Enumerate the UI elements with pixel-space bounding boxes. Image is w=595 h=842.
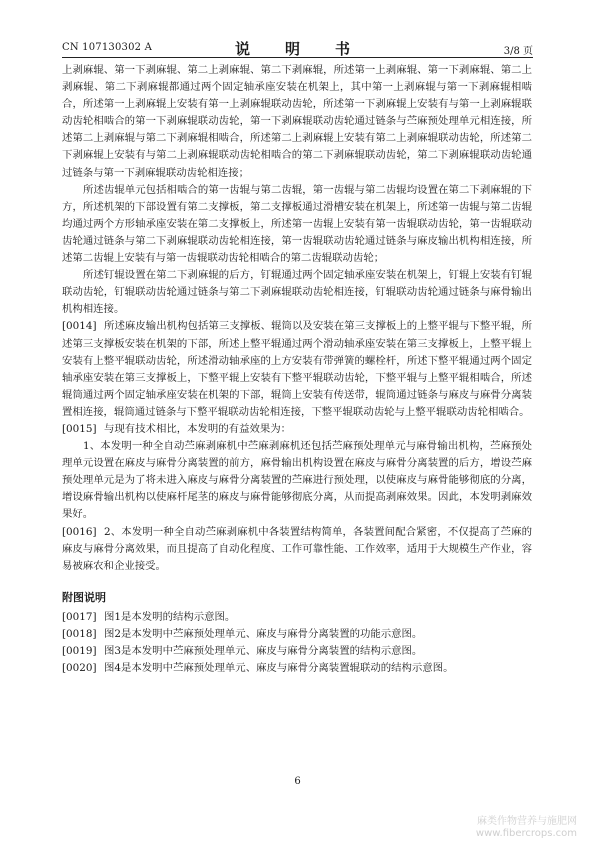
paragraph-tag: [0018] xyxy=(62,628,97,640)
paragraph-nail-roller: 所述钉辊设置在第二下剥麻辊的后方，钉辊通过两个固定轴承座安装在机架上，钉辊上安装有钉辊联动齿轮，钉辊联动齿轮通过链条与第二下剥麻辊联动齿轮相连接，钉辊联动齿轮通过链条与麻骨输出机构相连接。 xyxy=(62,269,532,316)
page-number: 6 xyxy=(294,776,301,787)
paragraph-tag: [0014] xyxy=(62,320,97,333)
paragraph-text: 所述麻皮输出机构包括第三支撑板、辊筒以及安装在第三支撑板上的上整平辊与下整平辊，所述第三支撑板安装在机架的下部，所述上整平辊通过两个滑动轴承座安装在第三支撑板上，上整平辊上安装有上整平辊联动齿轮，所述滑动轴承座的上方安装有带弹簧的螺栓杆，所述下整平辊通过两个固定轴承座安装在第三支撑板上，下整平辊上安装有下整平辊联动齿轮，下整平辊与上整平辊相啮合，所述辊筒通过两个固定轴承座安装在机架的下部，辊筒上安装有传送带，辊筒通过链条与麻皮与麻骨分离装置相连接，辊筒通过链条与下整平辊联动齿轮相连接，下整平辊联动齿轮与上整平辊联动齿轮相啮合。 xyxy=(62,320,532,418)
figure-description xyxy=(62,609,532,626)
paragraph-benefit-1: 1、本发明一种全自动苎麻剥麻机中苎麻剥麻机还包括苎麻预处理单元与麻骨输出机构，苎麻预处理单元设置在麻皮与麻骨分离装置的前方，麻骨输出机构设置在麻皮与麻骨分离装置的后方，增设苎麻预处理单元是为了将未进入麻皮与麻骨分离装置的苎麻进行预处理，以使麻皮与麻骨能够彻底的分离，增设麻骨输出机构以使麻杆尾茎的麻皮与麻骨能够彻底分离，从而提高剥麻效果。因此，本发明剥麻效果好。 xyxy=(62,440,532,521)
watermark-line: www.fibercrops.com xyxy=(475,828,577,839)
paragraph-0015 xyxy=(62,421,532,438)
figure-text: 图3是本发明中苎麻预处理单元、麻皮与麻骨分离装置的结构示意图。 xyxy=(104,645,423,658)
paragraph-0014 xyxy=(62,318,532,421)
page-info: 3/8 页 xyxy=(503,46,533,57)
paragraph-tag: [0015] xyxy=(62,422,97,435)
section-title-figures: 附图说明 xyxy=(62,590,106,604)
watermark-line: 麻类作物营养与施肥网 xyxy=(477,816,577,827)
figure-text: 图1是本发明的结构示意图。 xyxy=(104,610,236,623)
site-watermark xyxy=(476,816,577,840)
figure-text: 图4是本发明中苎麻预处理单元、麻皮与麻骨分离装置辊联动的结构示意图。 xyxy=(104,662,454,675)
document-body xyxy=(62,62,532,677)
figure-description xyxy=(62,643,532,660)
document-title: 说 明 书 xyxy=(234,40,360,58)
paragraph-text: 2、本发明一种全自动苎麻剥麻机中各装置结构简单，各装置间配合紧密，不仅提高了苎麻的麻皮与麻骨分离效果，而且提高了自动化程度、工作可靠性能、工作效率，适用于大规模生产作业，容易被麻农和企业接受。 xyxy=(62,525,532,572)
paragraph-text: 与现有技术相比，本发明的有益效果为： xyxy=(104,422,292,435)
figure-text: 图2是本发明中苎麻预处理单元、麻皮与麻骨分离装置的功能示意图。 xyxy=(104,628,423,640)
paragraph-toothed-roller: 所述齿辊单元包括相啮合的第一齿辊与第二齿辊，第一齿辊与第二齿辊均设置在第二下剥麻辊的下方，所述机架的下部设置有第二支撑板，第二支撑板通过滑槽安装在机架上，所述第一齿辊与第二齿辊均通过两个方形轴承座安装在第二支撑板上，所述第一齿辊上安装有第一齿辊联动齿轮，第一齿辊联动齿轮通过链条与第二下剥麻辊联动齿轮相连接，第一齿辊联动齿轮通过链条与麻皮输出机构相连接，所述第二齿辊上安装有与第一齿辊联动齿轮相啮合的第二齿辊联动齿轮； xyxy=(62,183,532,265)
page-header xyxy=(62,38,533,58)
header-rule xyxy=(62,57,533,58)
paragraph-tag: [0017] xyxy=(62,610,97,623)
figure-description xyxy=(62,626,532,643)
paragraph-tag: [0019] xyxy=(62,645,97,658)
patent-number: CN 107130302 A xyxy=(62,42,153,53)
figure-description xyxy=(62,660,532,677)
paragraph-roller-unit: 上剥麻辊、第一下剥麻辊、第二上剥麻辊、第二下剥麻辊，所述第一上剥麻辊、第一下剥麻辊、第二上剥麻辊、第二下剥麻辊都通过两个固定轴承座安装在机架上，其中第一上剥麻辊与第一下剥麻辊相啮合，所述第一上剥麻辊上安装有第一上剥麻辊联动齿轮，所述第一下剥麻辊上安装有与第一上剥麻辊联动齿轮相啮合的第一下剥麻辊联动齿轮，第一下剥麻辊联动齿轮通过链条与苎麻预处理单元相连接，所述第二上剥麻辊与第二下剥麻辊相啮合，所述第二上剥麻辊上安装有第二上剥麻辊联动齿轮，所述第二下剥麻辊上安装有与第二上剥麻辊联动齿轮相啮合的第二下剥麻辊联动齿轮，第二下剥麻辊联动齿轮通过链条与第一下剥麻辊联动齿轮相连接； xyxy=(62,64,532,179)
paragraph-tag: [0020] xyxy=(62,662,97,675)
paragraph-0016 xyxy=(62,524,532,575)
paragraph-tag: [0016] xyxy=(62,525,97,538)
